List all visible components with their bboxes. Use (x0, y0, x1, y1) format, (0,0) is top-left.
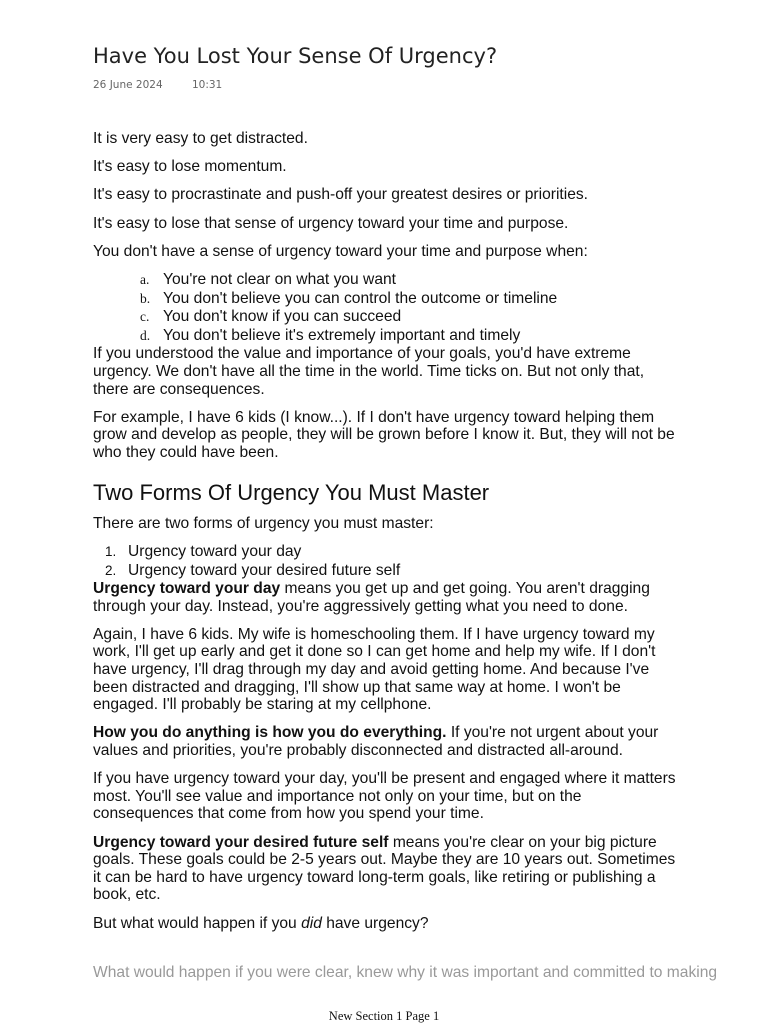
paragraph: For example, I have 6 kids (I know...). If I don't have urgency toward helping them grow and develop as people, they will be grown before I know it. But, they will not be who they could have been. (93, 408, 675, 461)
list-marker: d. (140, 327, 151, 343)
list-item-text: You're not clear on what you want (163, 271, 396, 289)
list-item (93, 562, 683, 581)
paragraph: It is very easy to get distracted. (93, 130, 308, 147)
list-marker: 1. (105, 544, 117, 560)
page-title[interactable]: Have You Lost Your Sense Of Urgency? (93, 44, 498, 68)
paragraph: There are two forms of urgency you must master: (93, 514, 434, 532)
paragraph-text: But what would happen if you (93, 914, 302, 932)
bold-text: Urgency toward your day (93, 580, 281, 598)
list-item-text: Urgency toward your day (128, 543, 302, 561)
list-item (93, 543, 683, 562)
list-marker: a. (140, 272, 150, 288)
list-item-text: You don't believe you can control the outcome or timeline (163, 289, 558, 307)
bold-text: How you do anything is how you do everything. (93, 724, 447, 742)
clipped-text: What would happen if you were clear, knew why it was important and committed to making (93, 964, 718, 981)
paragraph: If you understood the value and importance of your goals, you'd have extreme urgency. We don't have all the time in the world. Time ticks on. But not only that, there are consequences. (93, 345, 645, 398)
list-item (93, 327, 683, 346)
paragraph (93, 915, 683, 933)
page-footer: New Section 1 Page 1 (328, 1009, 440, 1023)
list-item-text: You don't know if you can succeed (163, 308, 402, 326)
numbered-list (93, 543, 683, 580)
paragraph-text: If you're not urgent about your values and priorities, you're probably disconnected and distracted all-around. (93, 724, 659, 760)
paragraph: If you have urgency toward your day, you'll be present and engaged where it matters most. You'll see value and importance not only on your time, but on the consequences that come from how you spend your time. (93, 770, 676, 823)
clipped-paragraph (93, 964, 718, 981)
paragraph: Again, I have 6 kids. My wife is homeschooling them. If I have urgency toward my work, I'll get up early and get it done so I can get home and help my wife. If I don't have urgency, I'll drag through my day and avoid getting home. And because I've been distracted and dragging, I'll show up that same way at home. I won't be engaged. I'll probably be staring at my cellphone. (93, 625, 656, 714)
lettered-list (93, 271, 683, 345)
list-item-text: Urgency toward your desired future self (128, 561, 401, 579)
paragraph: It's easy to procrastinate and push-off your greatest desires or priorities. (93, 186, 589, 204)
paragraph: It's easy to lose that sense of urgency toward your time and purpose. (93, 214, 569, 232)
page-date: 26 June 2024 (93, 79, 163, 91)
paragraph (93, 724, 683, 759)
list-item (93, 271, 683, 290)
paragraph: It's easy to lose momentum. (93, 158, 287, 176)
bold-text: Urgency toward your desired future self (93, 833, 389, 851)
list-item (93, 308, 683, 327)
paragraph-text: means you're clear on your big picture goals. These goals could be 2-5 years out. Maybe they are 10 years out. Sometimes it can be hard to have urgency toward long-term goals, like retiring or publishing a book, etc. (93, 833, 676, 904)
paragraph (93, 580, 683, 615)
paragraph-text: means you get up and get going. You aren't dragging through your day. Instead, you're aggressively getting what you need to done. (93, 580, 650, 615)
section-heading: Two Forms Of Urgency You Must Master (93, 479, 490, 505)
paragraph-text: have urgency? (321, 914, 429, 932)
page-time: 10:31 (191, 79, 223, 91)
page-meta (93, 79, 222, 91)
italic-text: did (301, 914, 322, 932)
note-body[interactable] (93, 130, 683, 943)
list-item (93, 290, 683, 309)
list-marker: c. (140, 309, 150, 325)
list-item-text: You don't believe it's extremely important and timely (163, 326, 521, 344)
paragraph (93, 834, 683, 904)
list-marker: b. (140, 290, 151, 306)
list-marker: 2. (105, 562, 117, 578)
paragraph: You don't have a sense of urgency toward your time and purpose when: (93, 242, 588, 260)
